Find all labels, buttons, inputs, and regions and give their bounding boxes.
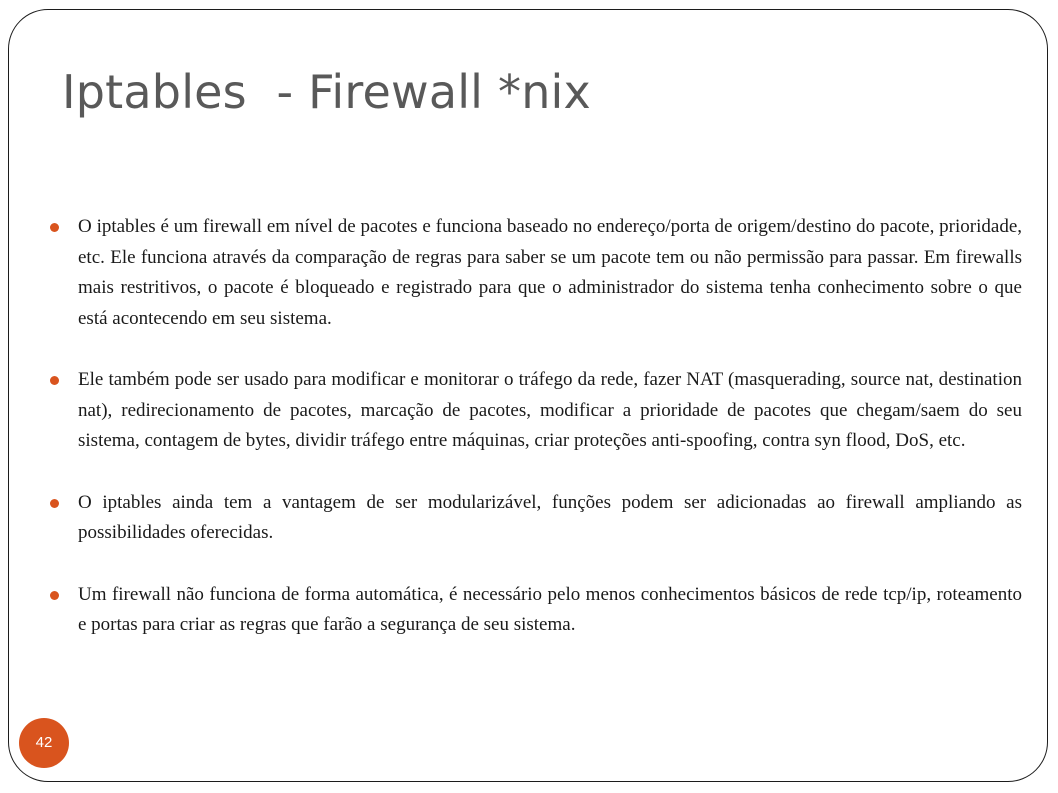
slide-title: Iptables - Firewall *nix	[62, 65, 591, 119]
list-item	[48, 488, 1022, 549]
bullet-text: O iptables ainda tem a vantagem de ser modularizável, funções podem ser adicionadas ao firewall ampliando as possibilidades oferecidas.	[78, 491, 1022, 543]
bullet-text: Um firewall não funciona de forma automática, é necessário pelo menos conhecimentos básicos de rede tcp/ip, roteamento e portas para criar as regras que farão a segurança de seu sistema.	[78, 583, 1022, 635]
bullet-dot-icon	[50, 591, 59, 600]
bullet-dot-icon	[50, 223, 59, 232]
bullet-dot-icon	[50, 376, 59, 385]
bullet-dot-icon	[50, 499, 59, 508]
bullet-text: Ele também pode ser usado para modificar e monitorar o tráfego da rede, fazer NAT (masquerading, source nat, destination nat), redirecionamento de pacotes, marcação de pacotes, modificar a prioridade de pacotes que chegam/saem do seu sistema, contagem de bytes, dividir tráfego entre máquinas, criar proteções anti-spoofing, contra syn flood, DoS, etc.	[78, 369, 1022, 451]
list-item	[48, 212, 1022, 334]
list-item	[48, 365, 1022, 457]
bullet-list	[48, 212, 1022, 672]
page-number-badge: 42	[19, 718, 69, 768]
list-item	[48, 580, 1022, 641]
bullet-text: O iptables é um firewall em nível de pacotes e funciona baseado no endereço/porta de origem/destino do pacote, prioridade, etc. Ele funciona através da comparação de regras para saber se um pacote tem ou não permissão para passar. Em firewalls mais restritivos, o pacote é bloqueado e registrado para que o administrador do sistema tenha conhecimento sobre o que está acontecendo em seu sistema.	[78, 216, 1022, 329]
